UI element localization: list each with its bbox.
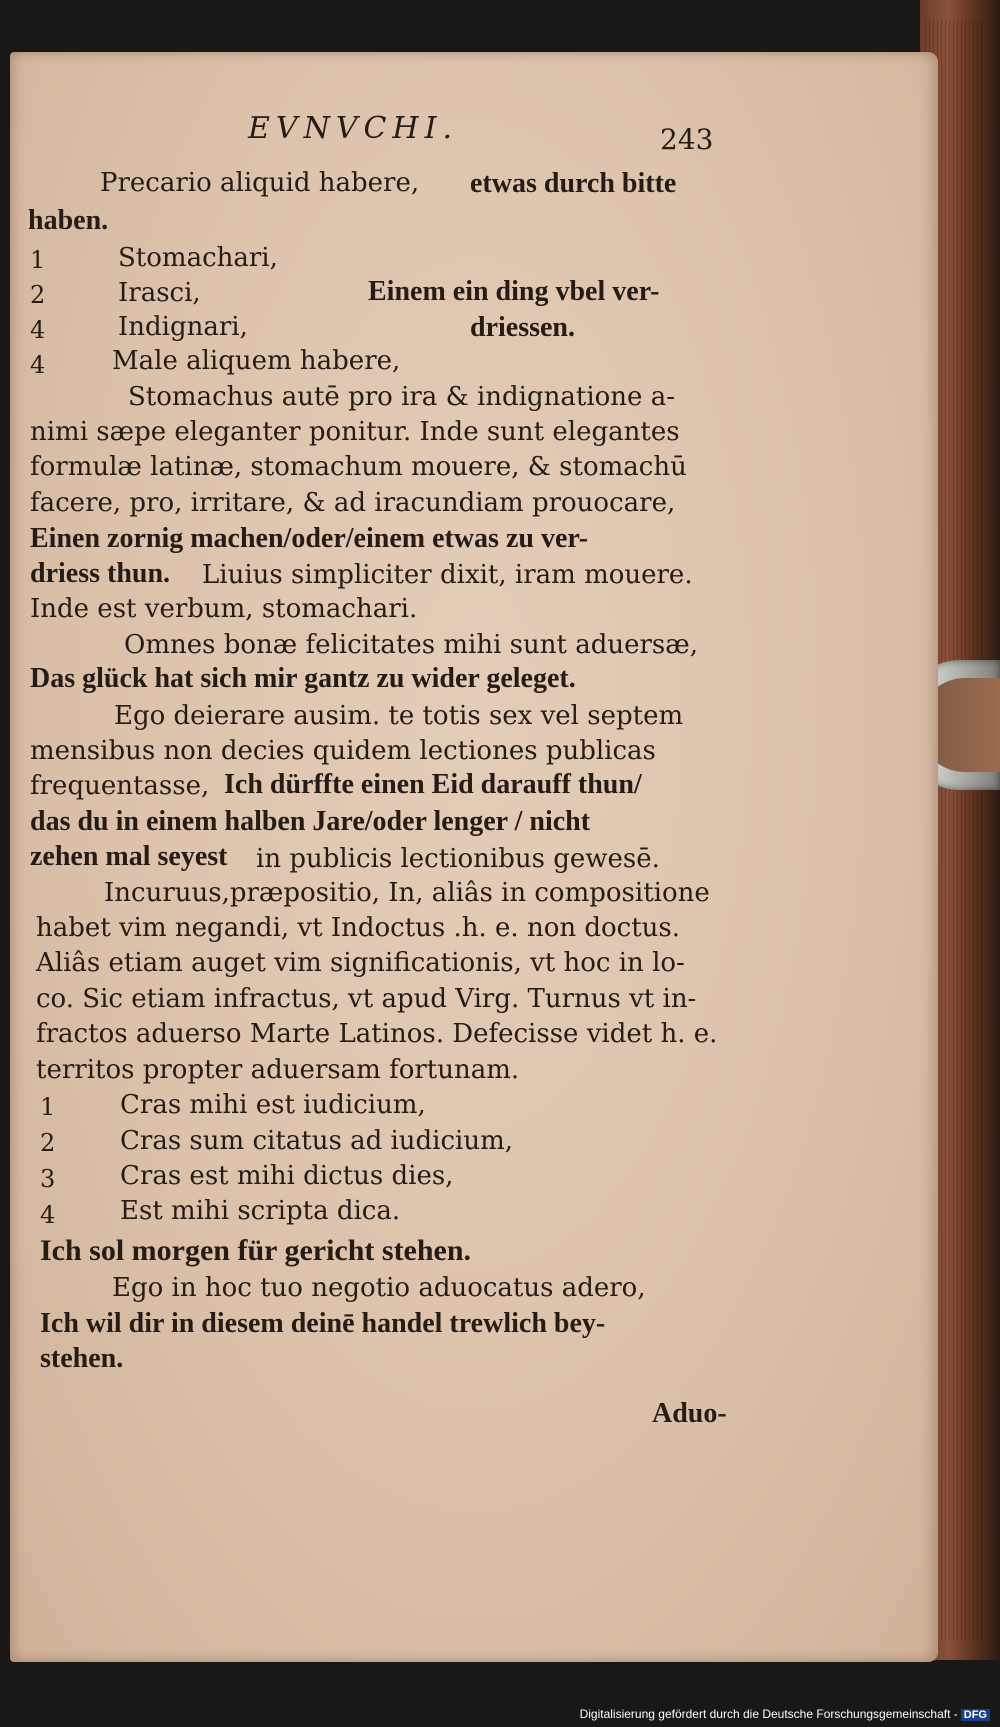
list-number: 4 <box>30 316 46 344</box>
text-line: Incuruus,præpositio, In, aliâs in compositione <box>104 878 710 908</box>
text-line: Est mihi scripta dica. <box>120 1196 401 1226</box>
text-line: driess thun. <box>30 558 171 589</box>
text-line: formulæ latinæ, stomachum mouere, & stomachū <box>30 452 687 482</box>
text-line: mensibus non decies quidem lectiones publicas <box>30 736 656 766</box>
text-line: nimi sæpe eleganter ponitur. Inde sunt elegantes <box>30 417 680 447</box>
text-line: Stomachari, <box>118 243 278 273</box>
text-line: habet vim negandi, vt Indoctus .h. e. non doctus. <box>36 913 681 943</box>
text-line: Aliâs etiam auget vim significationis, vt hoc in lo- <box>36 948 685 978</box>
text-line: Einem ein ding vbel ver- <box>368 276 660 307</box>
dfg-logo: DFG <box>961 1709 990 1721</box>
text-line: das du in einem halben Jare/oder lenger / nicht <box>30 806 591 837</box>
page-number: 243 <box>660 123 714 156</box>
text-line: Ich sol morgen für gericht stehen. <box>40 1234 472 1267</box>
list-number: 1 <box>40 1093 56 1121</box>
text-line: Cras est mihi dictus dies, <box>120 1161 454 1191</box>
text-line: driessen. <box>470 312 575 343</box>
text-line: Stomachus autē pro ira & indignatione a- <box>128 382 675 412</box>
text-line: Liuius simpliciter dixit, iram mouere. <box>202 560 693 590</box>
text-line: haben. <box>28 205 109 236</box>
text-line: Ich wil dir in diesem deinē handel trewlich bey- <box>40 1308 606 1339</box>
text-line: fractos aduerso Marte Latinos. Defecisse videt h. e. <box>36 1019 718 1049</box>
text-line: Einen zornig machen/oder/einem etwas zu ver- <box>30 523 589 554</box>
text-line: facere, pro, irritare, & ad iracundiam prouocare, <box>30 488 676 518</box>
text-line: Das glück hat sich mir gantz zu wider geleget. <box>30 663 576 694</box>
text-line: Cras sum citatus ad iudicium, <box>120 1126 514 1156</box>
list-number: 3 <box>40 1165 56 1193</box>
text-line: Irasci, <box>118 278 201 308</box>
text-line: Omnes bonæ felicitates mihi sunt aduersæ, <box>124 630 698 660</box>
list-number: 4 <box>40 1201 56 1229</box>
text-line: in publicis lectionibus gewesē. <box>256 844 660 874</box>
text-line: Ego deierare ausim. te totis sex vel septem <box>114 701 684 731</box>
text-line: frequentasse, <box>30 771 210 801</box>
text-line: stehen. <box>40 1343 124 1374</box>
text-line: Ego in hoc tuo negotio aduocatus adero, <box>112 1273 646 1303</box>
text-line: Ich dürffte einen Eid darauff thun/ <box>224 769 642 800</box>
text-line: Indignari, <box>118 312 248 342</box>
text-line: Cras mihi est iudicium, <box>120 1090 426 1120</box>
list-number: 2 <box>40 1129 56 1157</box>
text-line: territos propter aduersam fortunam. <box>36 1055 520 1085</box>
credit-text: Digitalisierung gefördert durch die Deutsche Forschungsgemeinschaft - <box>579 1707 958 1721</box>
text-line: Male aliquem habere, <box>112 346 401 376</box>
list-number: 2 <box>30 281 46 309</box>
text-line: co. Sic etiam infractus, vt apud Virg. Turnus vt in- <box>36 984 697 1014</box>
text-line: Inde est verbum, stomachari. <box>30 594 418 624</box>
running-head: EVNVCHI. <box>248 111 458 146</box>
text-line: etwas durch bitte <box>470 168 677 199</box>
catchword: Aduo- <box>652 1398 727 1429</box>
list-number: 4 <box>30 351 46 379</box>
list-number: 1 <box>30 246 46 274</box>
text-line: zehen mal seyest <box>30 841 228 872</box>
text-line: Precario aliquid habere, <box>100 168 420 198</box>
digitization-credit <box>580 1707 990 1721</box>
